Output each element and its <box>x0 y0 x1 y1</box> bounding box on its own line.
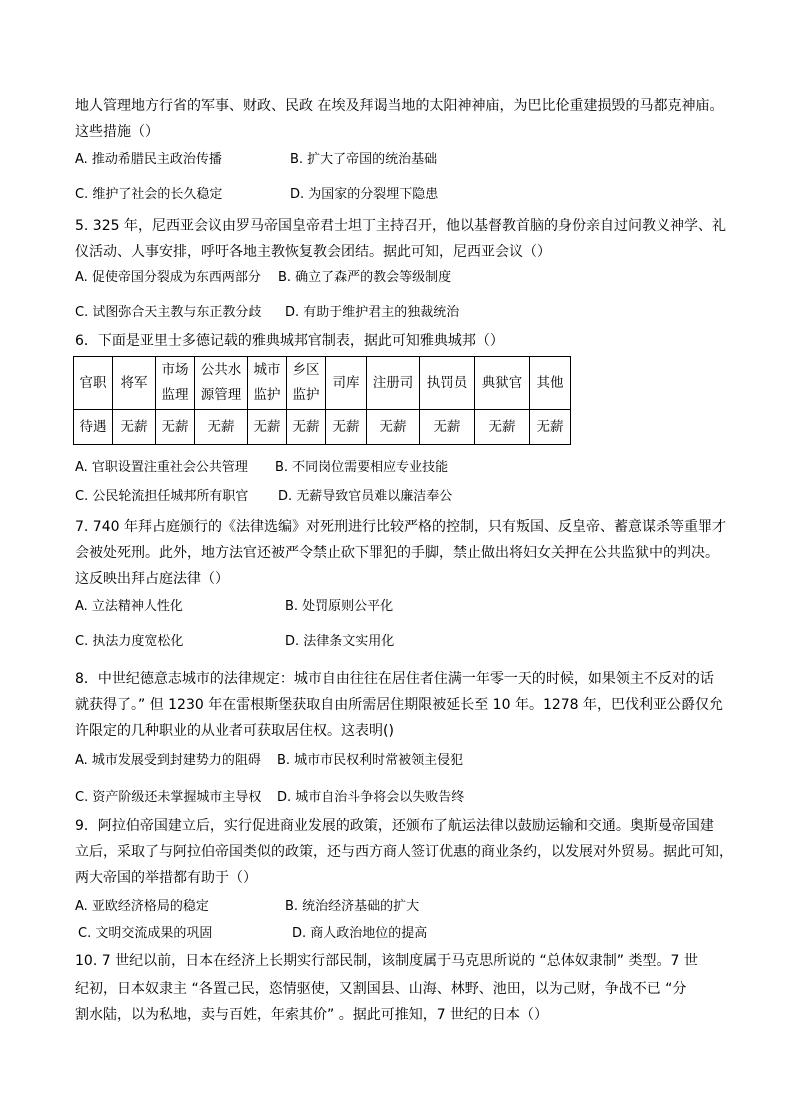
q8-text-line-3: 许限定的几种职业的从业者可获取居住权。这表明() <box>75 723 394 739</box>
q5-text-line-1: 5. 325 年，尼西亚会议由罗马帝国皇帝君士坦丁主持召开，他以基督教首脑的身份亲自过问教义神学、礼 <box>75 218 726 234</box>
office-table-cell: 其他 <box>530 357 571 410</box>
q9-text-line-1: 9．阿拉伯帝国建立后，实行促进商业发展的政策，还颁布了航运法律以鼓励运输和交通。奥斯曼帝国建 <box>75 818 714 834</box>
office-table-cell: 无薪 <box>367 410 420 445</box>
q8-option-a: A. 城市发展受到封建势力的阻碍 <box>75 753 261 768</box>
office-table <box>73 356 571 445</box>
cell-line: 监护 <box>253 387 281 403</box>
q10-text-line-1: 10. 7 世纪以前，日本在经济上长期实行部民制，该制度属于马克思所说的 “总体奴隶制” 类型。7 世 <box>75 953 698 969</box>
office-table-cell: 无薪 <box>156 410 195 445</box>
office-table-pay-row <box>74 410 571 445</box>
q4-text-line-1: 地人管理地方行省的军事、财政、民政 在埃及拜谒当地的太阳神神庙，为巴比伦重建损毁的马都克神庙。 <box>75 98 724 114</box>
q5-option-a: A. 促使帝国分裂成为东西两部分 <box>75 270 261 285</box>
q5-text-line-2: 仪活动、人事安排，呼吁各地主教恢复教会团结。据此可知，尼西亚会议（） <box>75 244 551 260</box>
office-table-cell: 官职 <box>74 357 113 410</box>
q4-option-b: B. 扩大了帝国的统治基础 <box>290 152 438 167</box>
cell-line: 监理 <box>161 387 189 403</box>
office-table-cell: 典狱官 <box>475 357 530 410</box>
office-table-cell: 无薪 <box>420 410 475 445</box>
q9-option-c: C. 文明交流成果的巩固 <box>78 926 213 941</box>
q9-option-a: A. 亚欧经济格局的稳定 <box>75 899 209 914</box>
q7-option-c: C. 执法力度宽松化 <box>75 634 184 649</box>
q5-option-c: C. 试图弥合天主教与东正教分歧 <box>75 305 262 320</box>
q4-option-d: D. 为国家的分裂埋下隐患 <box>290 187 439 202</box>
q9-option-d: D. 商人政治地位的提高 <box>292 926 428 941</box>
office-table-cell: 司库 <box>326 357 367 410</box>
q7-option-d: D. 法律条文实用化 <box>285 634 395 649</box>
q7-text-line-3: 这反映出拜占庭法律（） <box>75 571 229 587</box>
cell-line: 监护 <box>292 387 320 403</box>
q10-text-line-3: 割水陆，以为私地，卖与百姓，年索其价” 。据此可推知，7 世纪的日本（） <box>75 1007 549 1023</box>
q6-option-a: A. 官职设置注重社会公共管理 <box>75 460 248 475</box>
office-table-cell <box>287 357 326 410</box>
q8-text-line-2: 就获得了。” 但 1230 年在雷根斯堡获取自由所需居住期限被延长至 10 年。1278 年，巴伐利亚公爵仅允 <box>75 697 724 713</box>
cell-line: 市场 <box>161 362 189 378</box>
q5-option-b: B. 确立了森严的教会等级制度 <box>278 270 452 285</box>
q4-option-a: A. 推动希腊民主政治传播 <box>75 152 222 167</box>
q7-option-b: B. 处罚原则公平化 <box>285 599 394 614</box>
q4-text-line-2: 这些措施（） <box>75 124 159 140</box>
cell-line: 公共水 <box>200 362 242 378</box>
q9-text-line-2: 立后，采取了与阿拉伯帝国类似的政策，还与西方商人签订优惠的商业条约，以发展对外贸易。据此可知， <box>75 844 733 860</box>
q4-option-c: C. 维护了社会的长久稳定 <box>75 187 223 202</box>
office-table-cell: 无薪 <box>195 410 248 445</box>
q10-text-line-2: 纪初，日本奴隶主 “各置己民，恣情驱使，又割国县、山海、林野、池田，以为己财，争战不已 “分 <box>75 981 687 997</box>
office-table-cell <box>195 357 248 410</box>
cell-line: 城市 <box>253 362 281 378</box>
office-table-cell: 将军 <box>113 357 156 410</box>
office-table-cell: 无薪 <box>475 410 530 445</box>
office-table-cell <box>156 357 195 410</box>
office-table-cell <box>248 357 287 410</box>
cell-line: 源管理 <box>200 387 242 403</box>
q5-option-d: D. 有助于维护君主的独裁统治 <box>285 305 460 320</box>
q6-option-b: B. 不同岗位需要相应专业技能 <box>275 460 449 475</box>
office-table-cell: 无薪 <box>326 410 367 445</box>
q6-text-line-1: 6．下面是亚里士多德记载的雅典城邦官制表，据此可知雅典城邦（） <box>75 333 504 349</box>
office-table-cell: 执罚员 <box>420 357 475 410</box>
office-table-cell: 无薪 <box>113 410 156 445</box>
q7-text-line-2: 会被处死刑。此外，地方法官还被严令禁止砍下罪犯的手脚，禁止做出将妇女关押在公共监狱中的判决。 <box>75 545 719 561</box>
office-table-cell: 待遇 <box>74 410 113 445</box>
q9-option-b: B. 统治经济基础的扩大 <box>285 899 420 914</box>
q6-option-d: D. 无薪导致官员难以廉洁奉公 <box>278 489 453 504</box>
q7-text-line-1: 7. 740 年拜占庭颁行的《法律选编》对死刑进行比较严格的控制，只有叛国、反皇帝、蓄意谋杀等重罪才 <box>75 519 726 535</box>
q6-option-c: C. 公民轮流担任城邦所有职官 <box>75 489 249 504</box>
office-table-cell: 无薪 <box>530 410 571 445</box>
q8-option-c: C. 资产阶级还未掌握城市主导权 <box>75 790 262 805</box>
q8-option-d: D. 城市自治斗争将会以失败告终 <box>277 790 465 805</box>
office-table-cell: 注册司 <box>367 357 420 410</box>
office-table-cell: 无薪 <box>287 410 326 445</box>
q7-option-a: A. 立法精神人性化 <box>75 599 183 614</box>
office-table-cell: 无薪 <box>248 410 287 445</box>
q8-text-line-1: 8．中世纪德意志城市的法律规定：城市自由往往在居住者住满一年零一天的时候，如果领主不反对的话 <box>75 671 714 687</box>
office-table-header-row <box>74 357 571 410</box>
cell-line: 乡区 <box>292 362 320 378</box>
q8-option-b: B. 城市市民权利时常被领主侵犯 <box>277 753 464 768</box>
q9-text-line-3: 两大帝国的举措都有助于（） <box>75 870 257 886</box>
